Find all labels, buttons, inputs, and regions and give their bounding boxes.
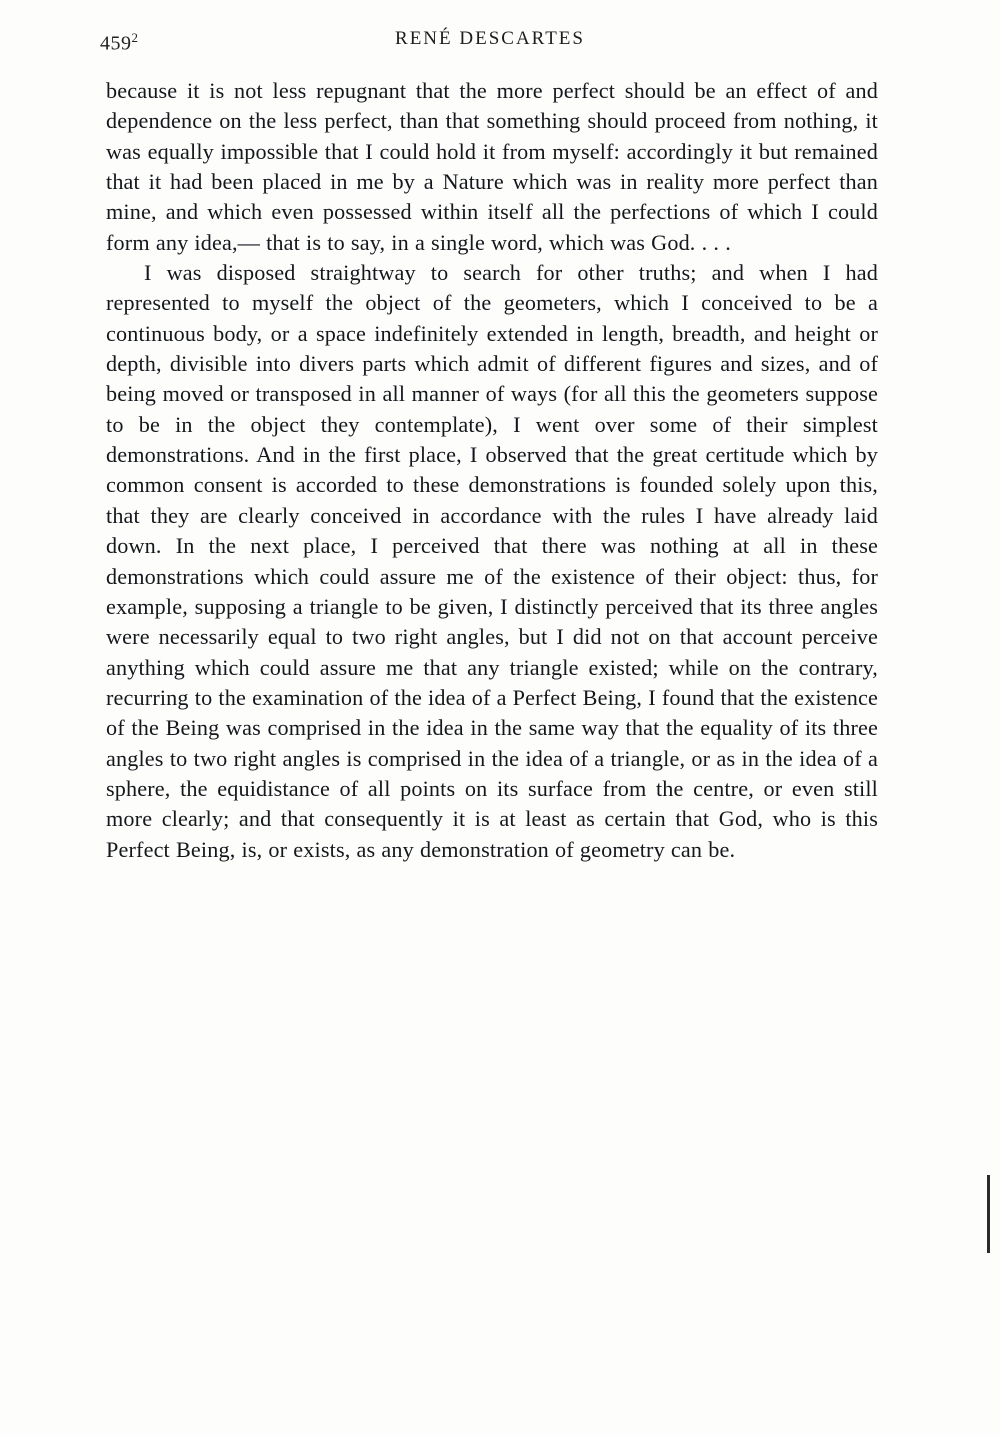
folio-number: 459 [100, 32, 132, 55]
running-head: RENÉ DESCARTES [395, 28, 585, 49]
paragraph-2: I was disposed straightway to search for other truths; and when I had represented to myself the object of the geometers, which I conceived to be a continuous body, or a space indefinitely extended in length, breadth, and height or depth, divisible into divers parts which admit of different figures and sizes, and of being moved or transposed in all manner of ways (for all this the geometers suppose to be in the object they contemplate), I went over some of their simplest demonstrations. And in the first place, I observed that the great certitude which by common consent is accorded to these demonstrations is founded solely upon this, that they are clearly conceived in accordance with the rules I have already laid down. In the next place, I perceived that there was nothing at all in these demonstrations which could assure me of the existence of their object: thus, for example, supposing a triangle to be given, I distinctly perceived that its three angles were necessarily equal to two right angles, but I did not on that account perceive anything which could assure me that any triangle existed; while on the contrary, recurring to the examination of the idea of a Perfect Being, I found that the existence of the Being was comprised in the idea in the same way that the equality of its three angles to two right angles is comprised in the idea of a triangle, or as in the idea of a sphere, the equidistance of all points on its surface from the centre, or even still more clearly; and that consequently it is at least as certain that God, who is this Perfect Being, is, or exists, as any demonstration of geometry can be. [106, 260, 878, 862]
page-body [106, 76, 878, 865]
paragraph-1: because it is not less repugnant that the more perfect should be an effect of and dependence on the less perfect, than that something should proceed from nothing, it was equally impossible that I could hold it from myself: accordingly it but remained that it had been placed in me by a Nature which was in reality more perfect than mine, and which even possessed within itself all the perfections of which I could form any idea,— that is to say, in a single word, which was God. . . . [106, 78, 878, 255]
page-header [100, 28, 880, 54]
folio-superscript: 2 [131, 30, 139, 45]
page-edge-mark [987, 1175, 990, 1253]
